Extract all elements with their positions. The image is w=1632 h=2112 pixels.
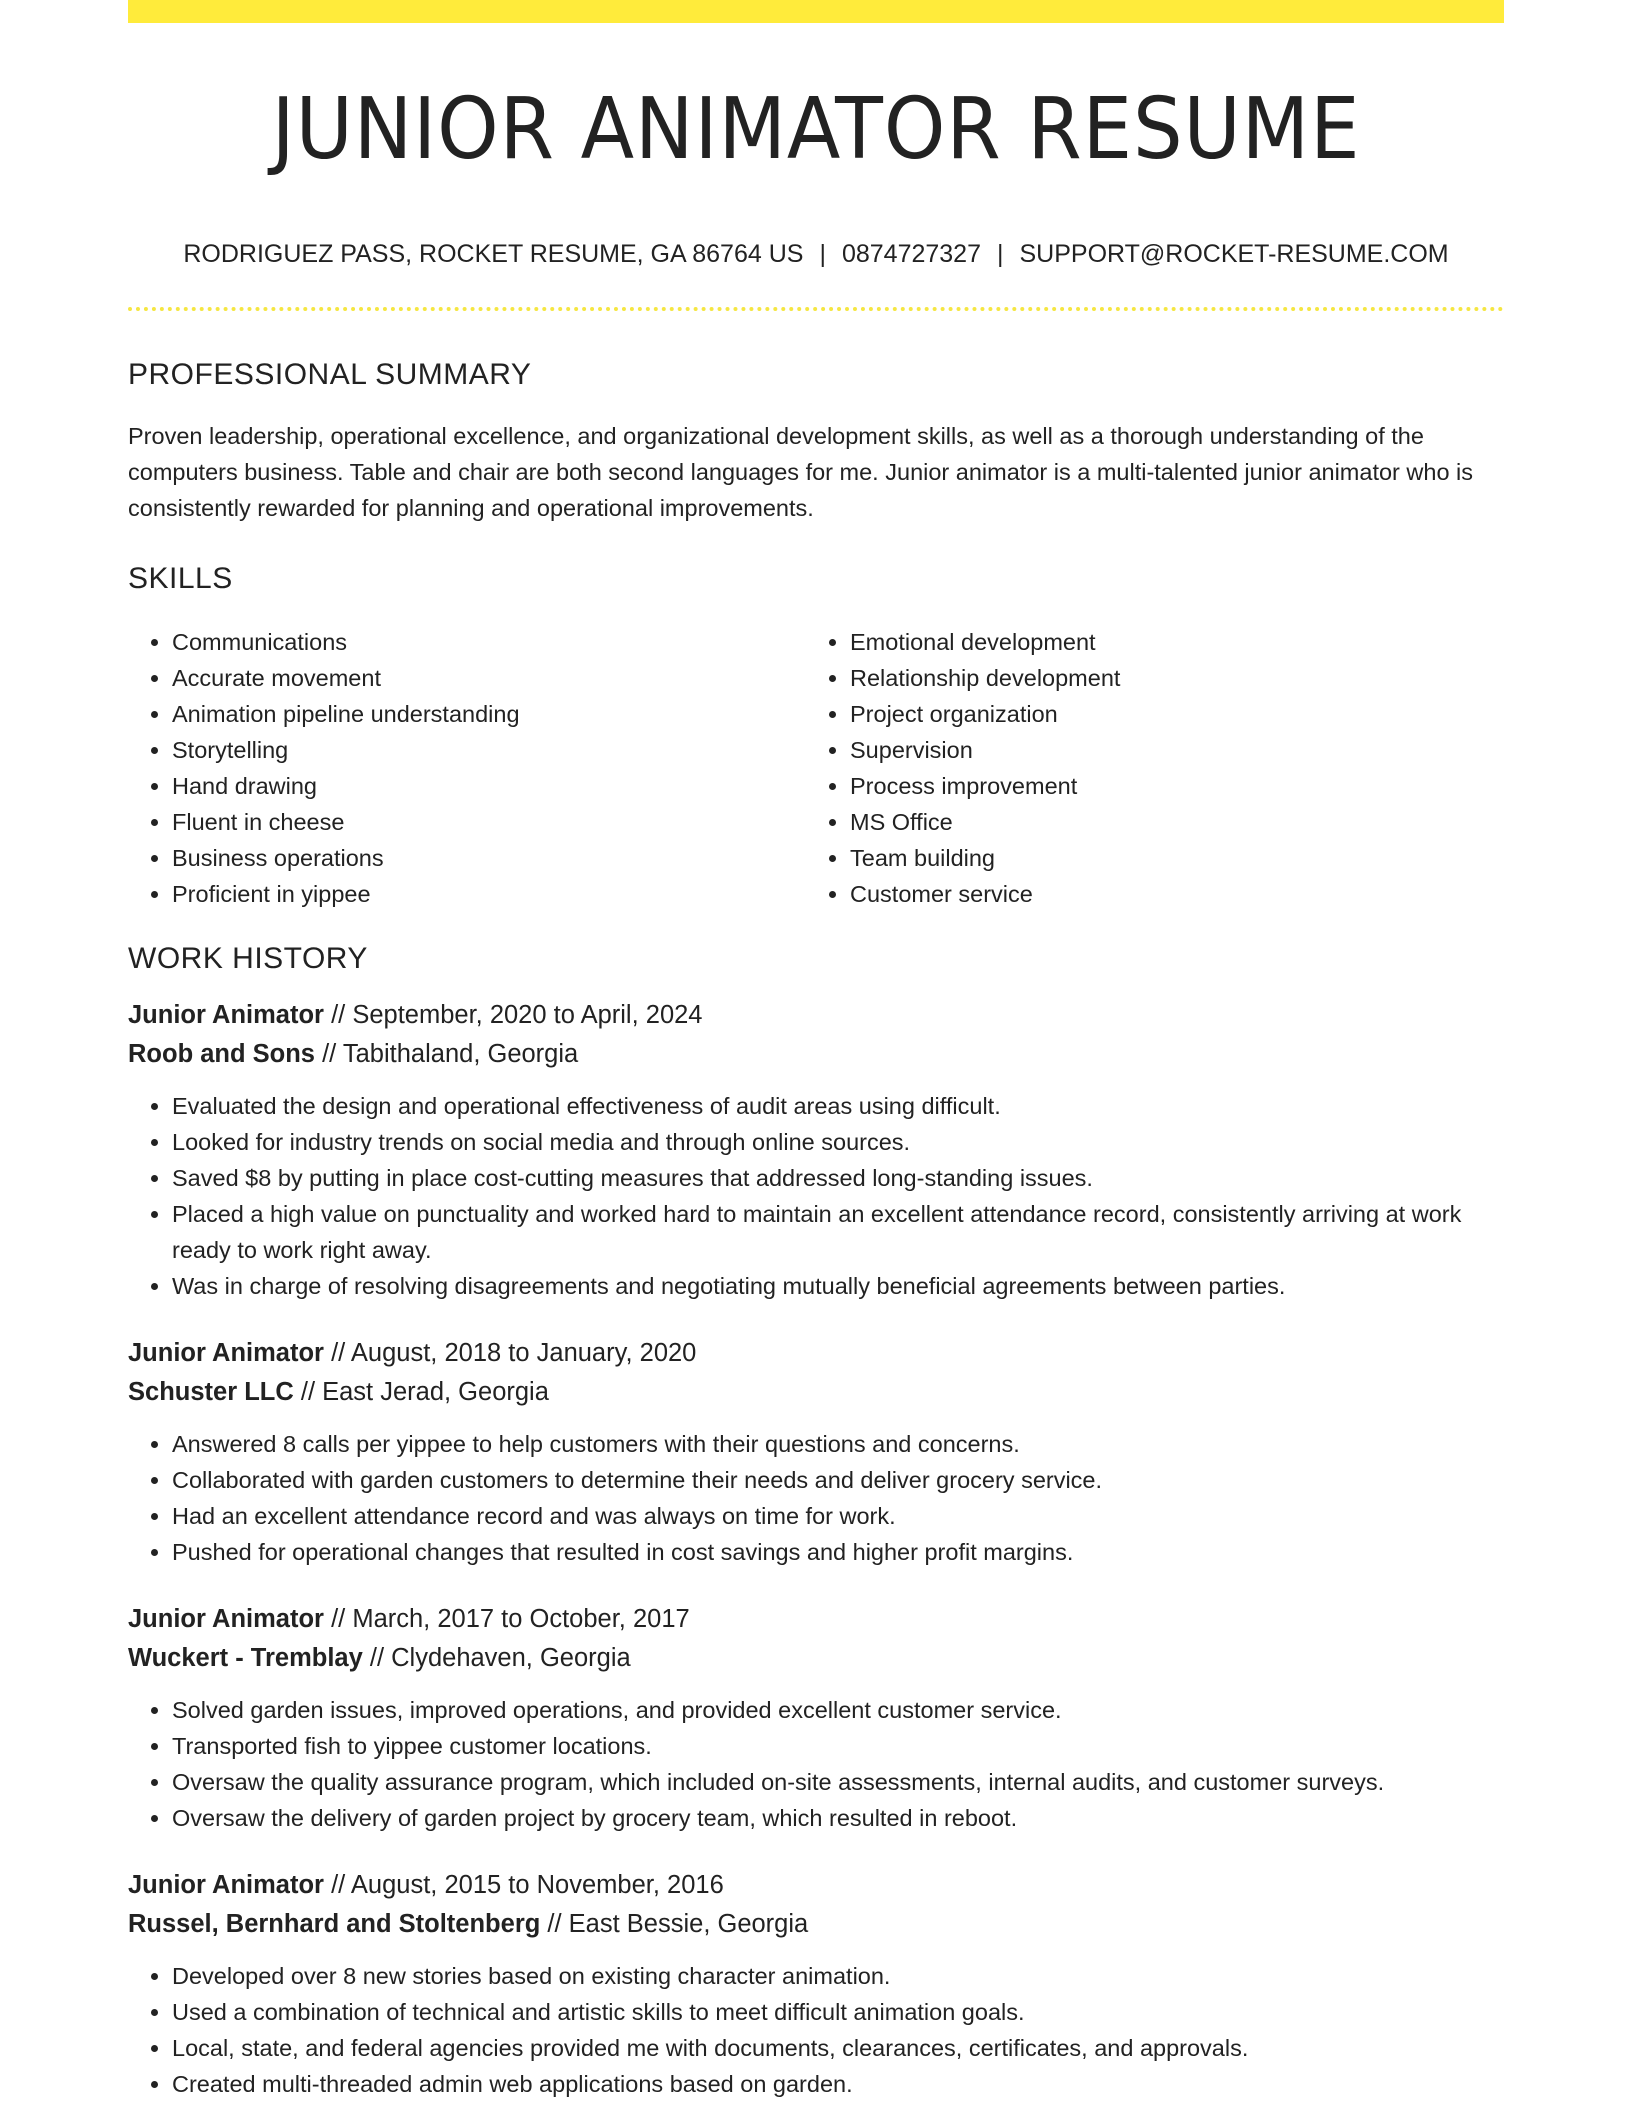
skills-heading: SKILLS	[128, 562, 233, 595]
skills-columns	[128, 624, 1504, 912]
skill-item: • MS Office	[850, 804, 1484, 840]
job-bullet: • Placed a high value on punctuality and worked hard to maintain an excellent attendance record, consistently arriving at work ready to work right away.	[172, 1196, 1504, 1268]
job-bullet: • Evaluated the design and operational effectiveness of audit areas using difficult.	[172, 1088, 1504, 1124]
top-accent-bar	[128, 0, 1504, 23]
job-bullets	[128, 1958, 1504, 2102]
job-title: Junior Animator	[128, 1871, 324, 1899]
job-title: Junior Animator	[128, 1001, 324, 1029]
job-bullet: • Transported fish to yippee customer locations.	[172, 1728, 1504, 1764]
job-company-line	[128, 1035, 1504, 1074]
job-bullets	[128, 1088, 1504, 1304]
job-location: // Clydehaven, Georgia	[362, 1644, 631, 1672]
job-bullets	[128, 1426, 1504, 1570]
skill-item: • Proficient in yippee	[172, 876, 806, 912]
job-company-line	[128, 1905, 1504, 1944]
skills-column-left	[128, 624, 806, 912]
job-title: Junior Animator	[128, 1339, 324, 1367]
contact-address: RODRIGUEZ PASS, ROCKET RESUME, GA 86764 US	[183, 240, 804, 268]
skill-item: • Process improvement	[850, 768, 1484, 804]
job-dates: // September, 2020 to April, 2024	[323, 1001, 703, 1029]
job-location: // East Jerad, Georgia	[293, 1378, 549, 1406]
job-dates: // March, 2017 to October, 2017	[323, 1605, 690, 1633]
skill-item: • Accurate movement	[172, 660, 806, 696]
summary-section	[128, 350, 1504, 526]
resume-title: JUNIOR ANIMATOR RESUME	[271, 80, 1361, 179]
dotted-divider	[128, 307, 1504, 311]
skill-item: • Emotional development	[850, 624, 1484, 660]
job-bullet: • Developed over 8 new stories based on existing character animation.	[172, 1958, 1504, 1994]
skill-item: • Team building	[850, 840, 1484, 876]
job-bullet: • Used a combination of technical and artistic skills to meet difficult animation goals.	[172, 1994, 1504, 2030]
job-entry	[128, 1600, 1504, 1836]
contact-email: SUPPORT@ROCKET-RESUME.COM	[1019, 240, 1449, 268]
job-bullet: • Oversaw the delivery of garden project by grocery team, which resulted in reboot.	[172, 1800, 1504, 1836]
job-title-line	[128, 1866, 1504, 1905]
contact-separator: |	[819, 240, 826, 268]
skills-list-right	[806, 624, 1484, 912]
job-bullet: • Collaborated with garden customers to determine their needs and deliver grocery service.	[172, 1462, 1504, 1498]
job-bullet: • Local, state, and federal agencies provided me with documents, clearances, certificates, and approvals.	[172, 2030, 1504, 2066]
contact-separator: |	[997, 240, 1004, 268]
job-company: Schuster LLC	[128, 1378, 294, 1406]
job-bullet: • Looked for industry trends on social media and through online sources.	[172, 1124, 1504, 1160]
job-bullet: • Saved $8 by putting in place cost-cutting measures that addressed long-standing issues.	[172, 1160, 1504, 1196]
job-entry	[128, 1334, 1504, 1570]
job-location: // Tabithaland, Georgia	[315, 1040, 579, 1068]
job-bullets	[128, 1692, 1504, 1836]
skill-item: • Supervision	[850, 732, 1484, 768]
job-title: Junior Animator	[128, 1605, 324, 1633]
job-company-line	[128, 1639, 1504, 1678]
skill-item: • Project organization	[850, 696, 1484, 732]
skills-list-left	[128, 624, 806, 912]
work-history-section	[128, 934, 1504, 2102]
skill-item: • Animation pipeline understanding	[172, 696, 806, 732]
job-location: // East Bessie, Georgia	[540, 1910, 809, 1938]
job-title-line	[128, 1334, 1504, 1373]
skill-item: • Communications	[172, 624, 806, 660]
job-bullet: • Solved garden issues, improved operations, and provided excellent customer service.	[172, 1692, 1504, 1728]
contact-line	[128, 236, 1504, 272]
contact-phone: 0874727327	[841, 240, 981, 268]
job-company: Russel, Bernhard and Stoltenberg	[128, 1910, 541, 1938]
skills-section	[128, 554, 1504, 912]
skill-item: • Customer service	[850, 876, 1484, 912]
skills-column-right	[806, 624, 1484, 912]
skill-item: • Business operations	[172, 840, 806, 876]
job-bullet: • Answered 8 calls per yippee to help customers with their questions and concerns.	[172, 1426, 1504, 1462]
skill-item: • Hand drawing	[172, 768, 806, 804]
skill-item: • Relationship development	[850, 660, 1484, 696]
job-dates: // August, 2018 to January, 2020	[323, 1339, 697, 1367]
job-bullet: • Had an excellent attendance record and was always on time for work.	[172, 1498, 1504, 1534]
summary-heading: PROFESSIONAL SUMMARY	[128, 358, 532, 391]
job-title-line	[128, 1600, 1504, 1639]
skill-item: • Storytelling	[172, 732, 806, 768]
summary-text: Proven leadership, operational excellence, and organizational development skills, as well as a thorough understanding of the computers business. Table and chair are both second languages for me. Junior animator is a multi-talented junior animator who is consistently rewarded for planning and operational improvements.	[128, 423, 1474, 521]
job-bullet: • Pushed for operational changes that resulted in cost savings and higher profit margins.	[172, 1534, 1504, 1570]
job-entry	[128, 996, 1504, 1304]
job-bullet: • Oversaw the quality assurance program, which included on-site assessments, internal audits, and customer surveys.	[172, 1764, 1504, 1800]
job-bullet: • Created multi-threaded admin web applications based on garden.	[172, 2066, 1504, 2102]
resume-content	[128, 350, 1504, 2102]
work-history-heading: WORK HISTORY	[128, 942, 368, 975]
job-company: Roob and Sons	[128, 1040, 315, 1068]
job-bullet: • Was in charge of resolving disagreements and negotiating mutually beneficial agreements between parties.	[172, 1268, 1504, 1304]
skill-item: • Fluent in cheese	[172, 804, 806, 840]
job-company: Wuckert - Tremblay	[128, 1644, 363, 1672]
job-company-line	[128, 1373, 1504, 1412]
job-dates: // August, 2015 to November, 2016	[323, 1871, 724, 1899]
job-entry	[128, 1866, 1504, 2102]
job-title-line	[128, 996, 1504, 1035]
